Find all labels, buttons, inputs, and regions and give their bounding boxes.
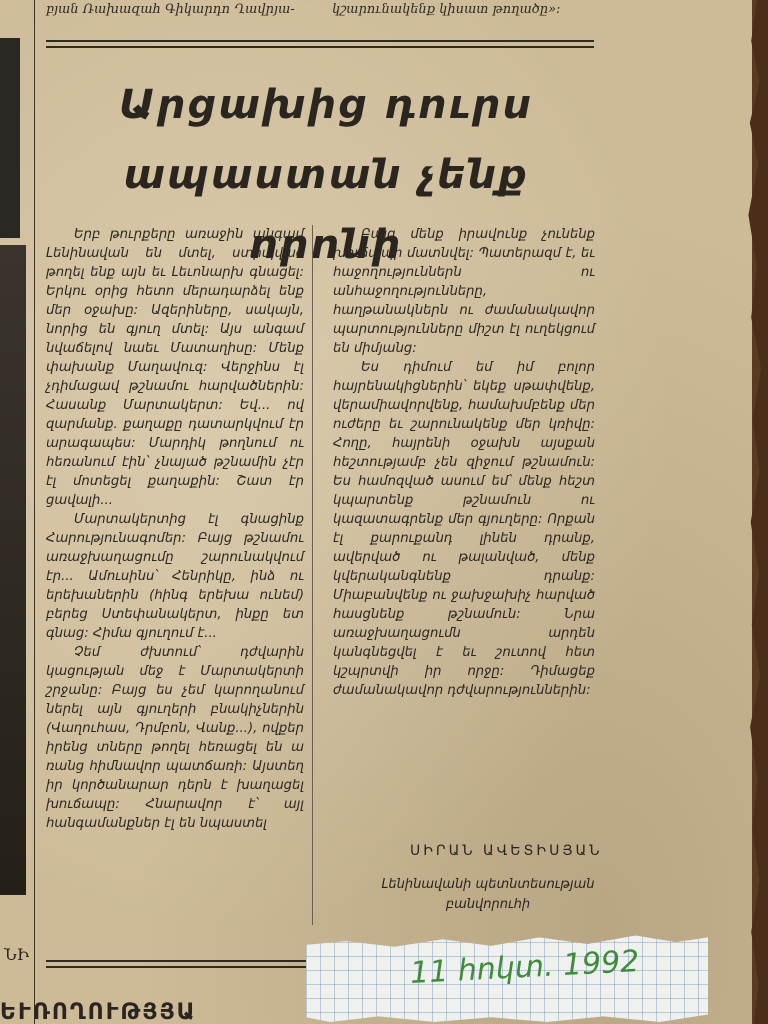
top-rule-thin: [46, 46, 594, 48]
article-paragraph: Մարտակերտից էլ գնացինք Հարությունագոմեր: Բայց թշնամու առաջխաղացումը շարունակվում էր... Ամուսինս՝ Հենրիկը, ինձ ու երեխաներին (հինգ երեխա ունեմ) բերեց Ստեփանակերտ, ինքը ետ գնաց: Հիմա գյուղում է...: [46, 512, 304, 641]
article-paragraph: Չեմ ժխտում՝ դժվարին կացության մեջ է Մարտակերտի շրջանը: Բայց ես չեմ կարողանում ներել այն գյուղերի բնակիչներին (Վաղուհաս, Դրմբոն, Վանք...), ովքեր իրենց տները թողել հեռացել են ա ռանց հիմնավոր պատճառի: Այստեղ իր կործանարար դերն է խաղացել խուճապը: Հնարավոր է՝ այլ հանգամանքներ էլ են նպաստել: [46, 645, 304, 831]
article-column-left: [46, 225, 304, 833]
headline-line-1: Արցախից դուրս: [118, 82, 534, 128]
handwritten-date: 11 հոկտ. 1992: [409, 944, 641, 991]
article-column-right: [333, 225, 595, 700]
adjacent-text-fragment: ՆԻ: [4, 945, 30, 964]
adjacent-column-strip: [0, 0, 35, 1024]
headline-line-2: ապաստան չենք որոնի: [123, 152, 529, 268]
author-title: Լենինավանի պետնտեսության բանվորուհի: [381, 877, 595, 912]
top-fragment-right: կշարունակենք կիսատ թողածը»:: [332, 2, 561, 17]
article-paragraph: Երբ թուրքերը առաջին անգամ Լենինավան են մտել, ստիպված թողել ենք այն եւ Լեւոնարխ գնացել: Երկու օրից հետո մերադարձել ենք մեր օջախը: Ազերիները, սակայն, նորից են գյուղ մտել: Այս անգամ նվաճելով նաեւ Մատաղիսը: Մենք փախանք Մաղավուզ: Վերջինս էլ չդիմացավ թշնամու հարվածներին: Հասանք Մարտակերտ: Եվ... ով զարմանք. քաղաքը դատարկվում էր արագապես: Մարդիկ թողնում ու հեռանում էին՝ չնայած թշնամին չէր էլ մոտեցել քաղաքին: Շատ էր ցավալի...: [46, 227, 304, 508]
adjacent-photo: [0, 38, 20, 238]
column-divider: [312, 225, 313, 925]
article-paragraph: Ես դիմում եմ իմ բոլոր հայրենակիցներին՝ եկեք սթափվենք, վերամիավորվենք, համախմբենք մեր ուժերը եւ շարունակենք մեր կռիվը: Հողը, հայրենի օջախն այսքան հեշտությամբ չեն զիջում թշնամուն: Ես համոզված ասում եմ՝ մենք հեշտ կպարտենք թշնամուն ու կազատագրենք մեր գյուղերը: Որքան էլ քարուքանդ լինեն դրանք, ավերված ու թալանված, մենք կվերականգնենք դրանք: Միաբանվենք ու ջախջախիչ հարված հասցնենք թշնամուն: Նրա առաջխաղացումն արդեն կանգնեցվել է եւ շուտով հետ կշպրտվի իր որջը: Դիմացեք ժամանակավոր դժվարություններին:: [333, 360, 595, 698]
author-name: ՍԻՐԱՆ ԱՎԵՏԻՍՅԱՆ: [410, 843, 603, 859]
top-rule: [46, 40, 594, 42]
next-headline-fragment: ԵՒՌՈՂՈՒԹՅՅԱ: [0, 1000, 197, 1024]
top-fragment-left: բյան Ռախազահ Գիկարդո Ղավրյա-: [46, 2, 295, 17]
adjacent-photo-large: [0, 245, 26, 895]
article-paragraph: Բայց մենք իրավունք չունենք խուճապի մատնվել: Պատերազմ է, եւ հաջողություններն ու անհաջողությունները, հաղթանակներն ու ժամանակավոր պարտությունները միշտ էլ ուղեկցում են միմյանց:: [333, 227, 595, 356]
